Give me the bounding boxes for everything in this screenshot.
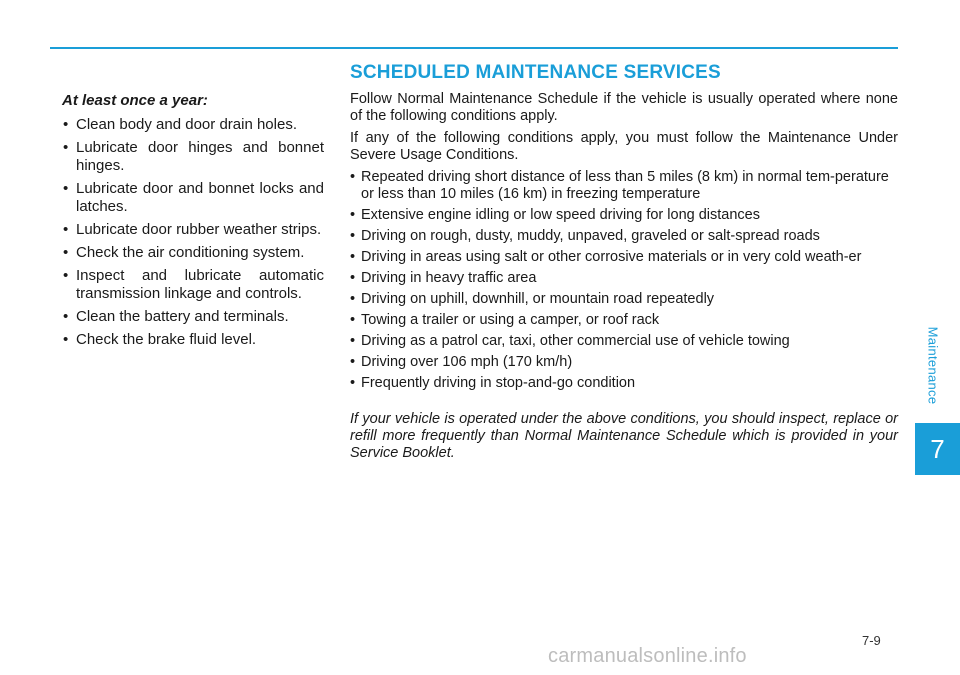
list-item: • Extensive engine idling or low speed driving for long distances: [350, 207, 898, 224]
yearly-heading: At least once a year:: [62, 92, 208, 109]
list-item: • Lubricate door hinges and bonnet hinges.: [62, 139, 324, 175]
list-item: • Repeated driving short distance of less than 5 miles (8 km) in normal tem-perature or less than 10 miles (16 km) in freezing temperature: [350, 169, 898, 203]
list-item: • Driving over 106 mph (170 km/h): [350, 354, 898, 371]
intro-paragraph: Follow Normal Maintenance Schedule if the vehicle is usually operated where none of the following conditions apply.: [350, 91, 898, 124]
conditions-list: [350, 169, 898, 392]
list-item: • Driving as a patrol car, taxi, other commercial use of vehicle towing: [350, 333, 898, 350]
section-side-label-text: Maintenance: [925, 326, 941, 404]
page-number: 7-9: [862, 633, 881, 648]
list-item: • Driving on rough, dusty, muddy, unpaved, graveled or salt-spread roads: [350, 228, 898, 245]
list-item: • Lubricate door and bonnet locks and latches.: [62, 180, 324, 216]
chapter-tab: 7: [915, 423, 960, 475]
yearly-list: [62, 116, 324, 349]
list-item: • Towing a trailer or using a camper, or roof rack: [350, 312, 898, 329]
list-item: • Inspect and lubricate automatic transmission linkage and controls.: [62, 267, 324, 303]
intro-paragraph: If any of the following conditions apply, you must follow the Maintenance Under Severe Usage Conditions.: [350, 130, 898, 163]
list-item: • Frequently driving in stop-and-go condition: [350, 375, 898, 392]
list-item: • Clean the battery and terminals.: [62, 308, 324, 326]
list-item: • Driving in heavy traffic area: [350, 270, 898, 287]
list-item: • Check the air conditioning system.: [62, 244, 324, 262]
list-item: • Driving on uphill, downhill, or mountain road repeatedly: [350, 291, 898, 308]
note-paragraph: If your vehicle is operated under the above conditions, you should inspect, replace or refill more frequently than Normal Maintenance Schedule which is provided in your Service Booklet.: [350, 411, 898, 461]
list-item: • Check the brake fluid level.: [62, 331, 324, 349]
watermark: carmanualsonline.info: [548, 645, 747, 667]
left-column: [62, 92, 324, 354]
section-title: SCHEDULED MAINTENANCE SERVICES: [350, 62, 721, 83]
list-item: • Lubricate door rubber weather strips.: [62, 221, 324, 239]
section-side-label: [918, 300, 948, 430]
header-rule: [50, 47, 898, 49]
list-item: • Clean body and door drain holes.: [62, 116, 324, 134]
right-column: [350, 64, 898, 467]
list-item: • Driving in areas using salt or other corrosive materials or in very cold weath-er: [350, 249, 898, 266]
